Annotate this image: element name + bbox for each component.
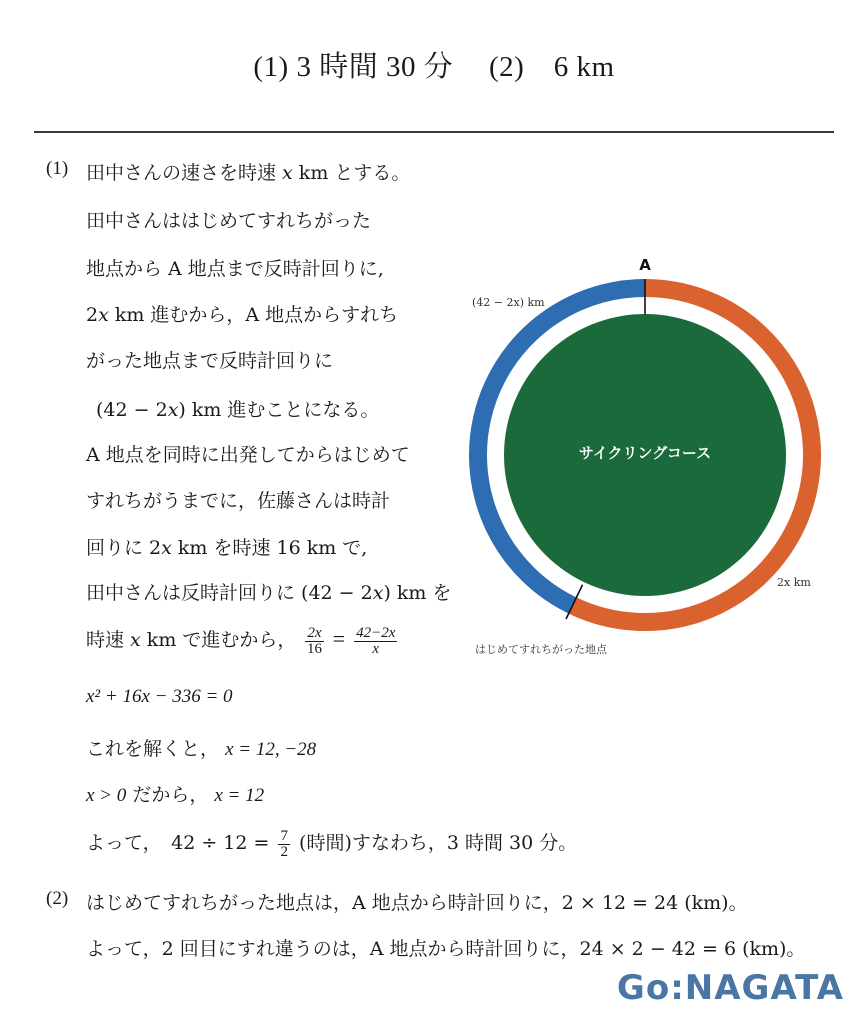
solution1-line: (42 − 2x) km 進むことになる。: [96, 399, 380, 421]
solution1-line: 田中さんははじめてすれちがった: [86, 210, 372, 232]
solution1-line: 回りに 2x km を時速 16 km で,: [86, 537, 368, 559]
conclusion-frac-num: 7: [280, 827, 288, 844]
equation-prefix: 時速 x km で進むから，: [86, 629, 297, 651]
cw-distance-label: 2x km: [777, 576, 811, 589]
quadratic-equation: x² + 16x − 336 = 0: [86, 686, 233, 707]
condition-result: x = 12: [214, 785, 265, 806]
conclusion-prefix: よって， 42 ÷ 12 =: [86, 832, 270, 854]
solution1-line: すれちがうまでに，佐藤さんは時計: [86, 490, 391, 512]
solution1-line: 地点から A 地点まで反時計回りに,: [86, 258, 384, 280]
equals-sign: =: [332, 626, 346, 651]
conclusion-frac-den: 2: [280, 843, 288, 860]
solution1-line: がった地点まで反時計回りに: [86, 350, 334, 372]
fraction-left-num: 2x: [307, 624, 322, 641]
ccw-distance-label: (42 − 2x) km: [472, 296, 545, 309]
solve-text: これを解くと，: [86, 738, 220, 760]
solution1-line: 2x km 進むから，A 地点からすれち: [86, 304, 399, 326]
solve-result: x = 12, −28: [225, 739, 317, 760]
condition-text: だから，: [132, 784, 209, 806]
fraction-right-den: x: [372, 640, 380, 657]
conclusion-suffix: (時間)すなわち，3 時間 30 分。: [299, 832, 578, 854]
answer-part2: (2) 6 km: [488, 51, 615, 83]
condition: x > 0: [86, 785, 127, 806]
answer-part1: (1) 3 時間 30 分: [253, 51, 454, 83]
solution1-line: 田中さんは反時計回りに (42 − 2x) km を: [86, 582, 452, 604]
solution2-line1: はじめてすれちがった地点は，A 地点から時計回りに，2 × 12 = 24 (km)。: [86, 892, 748, 914]
solution1-number: (1): [46, 158, 69, 179]
logo: Go:NAGATA: [616, 968, 844, 1008]
course-label: サイクリングコース: [578, 444, 712, 462]
fraction-right-num: 42−2x: [356, 624, 396, 641]
point-a-label: A: [639, 256, 651, 274]
meeting-point-label: はじめてすれちがった地点: [475, 643, 607, 656]
solution1-line: A 地点を同時に出発してからはじめて: [86, 444, 410, 466]
solution2-number: (2): [46, 888, 69, 909]
solution1-line: 田中さんの速さを時速 x km とする。: [86, 162, 411, 184]
solution2-line2: よって，2 回目にすれ違うのは，A 地点から時計回りに，24 × 2 − 42 = 6 (km)。: [86, 938, 806, 960]
fraction-left-den: 16: [307, 640, 322, 657]
